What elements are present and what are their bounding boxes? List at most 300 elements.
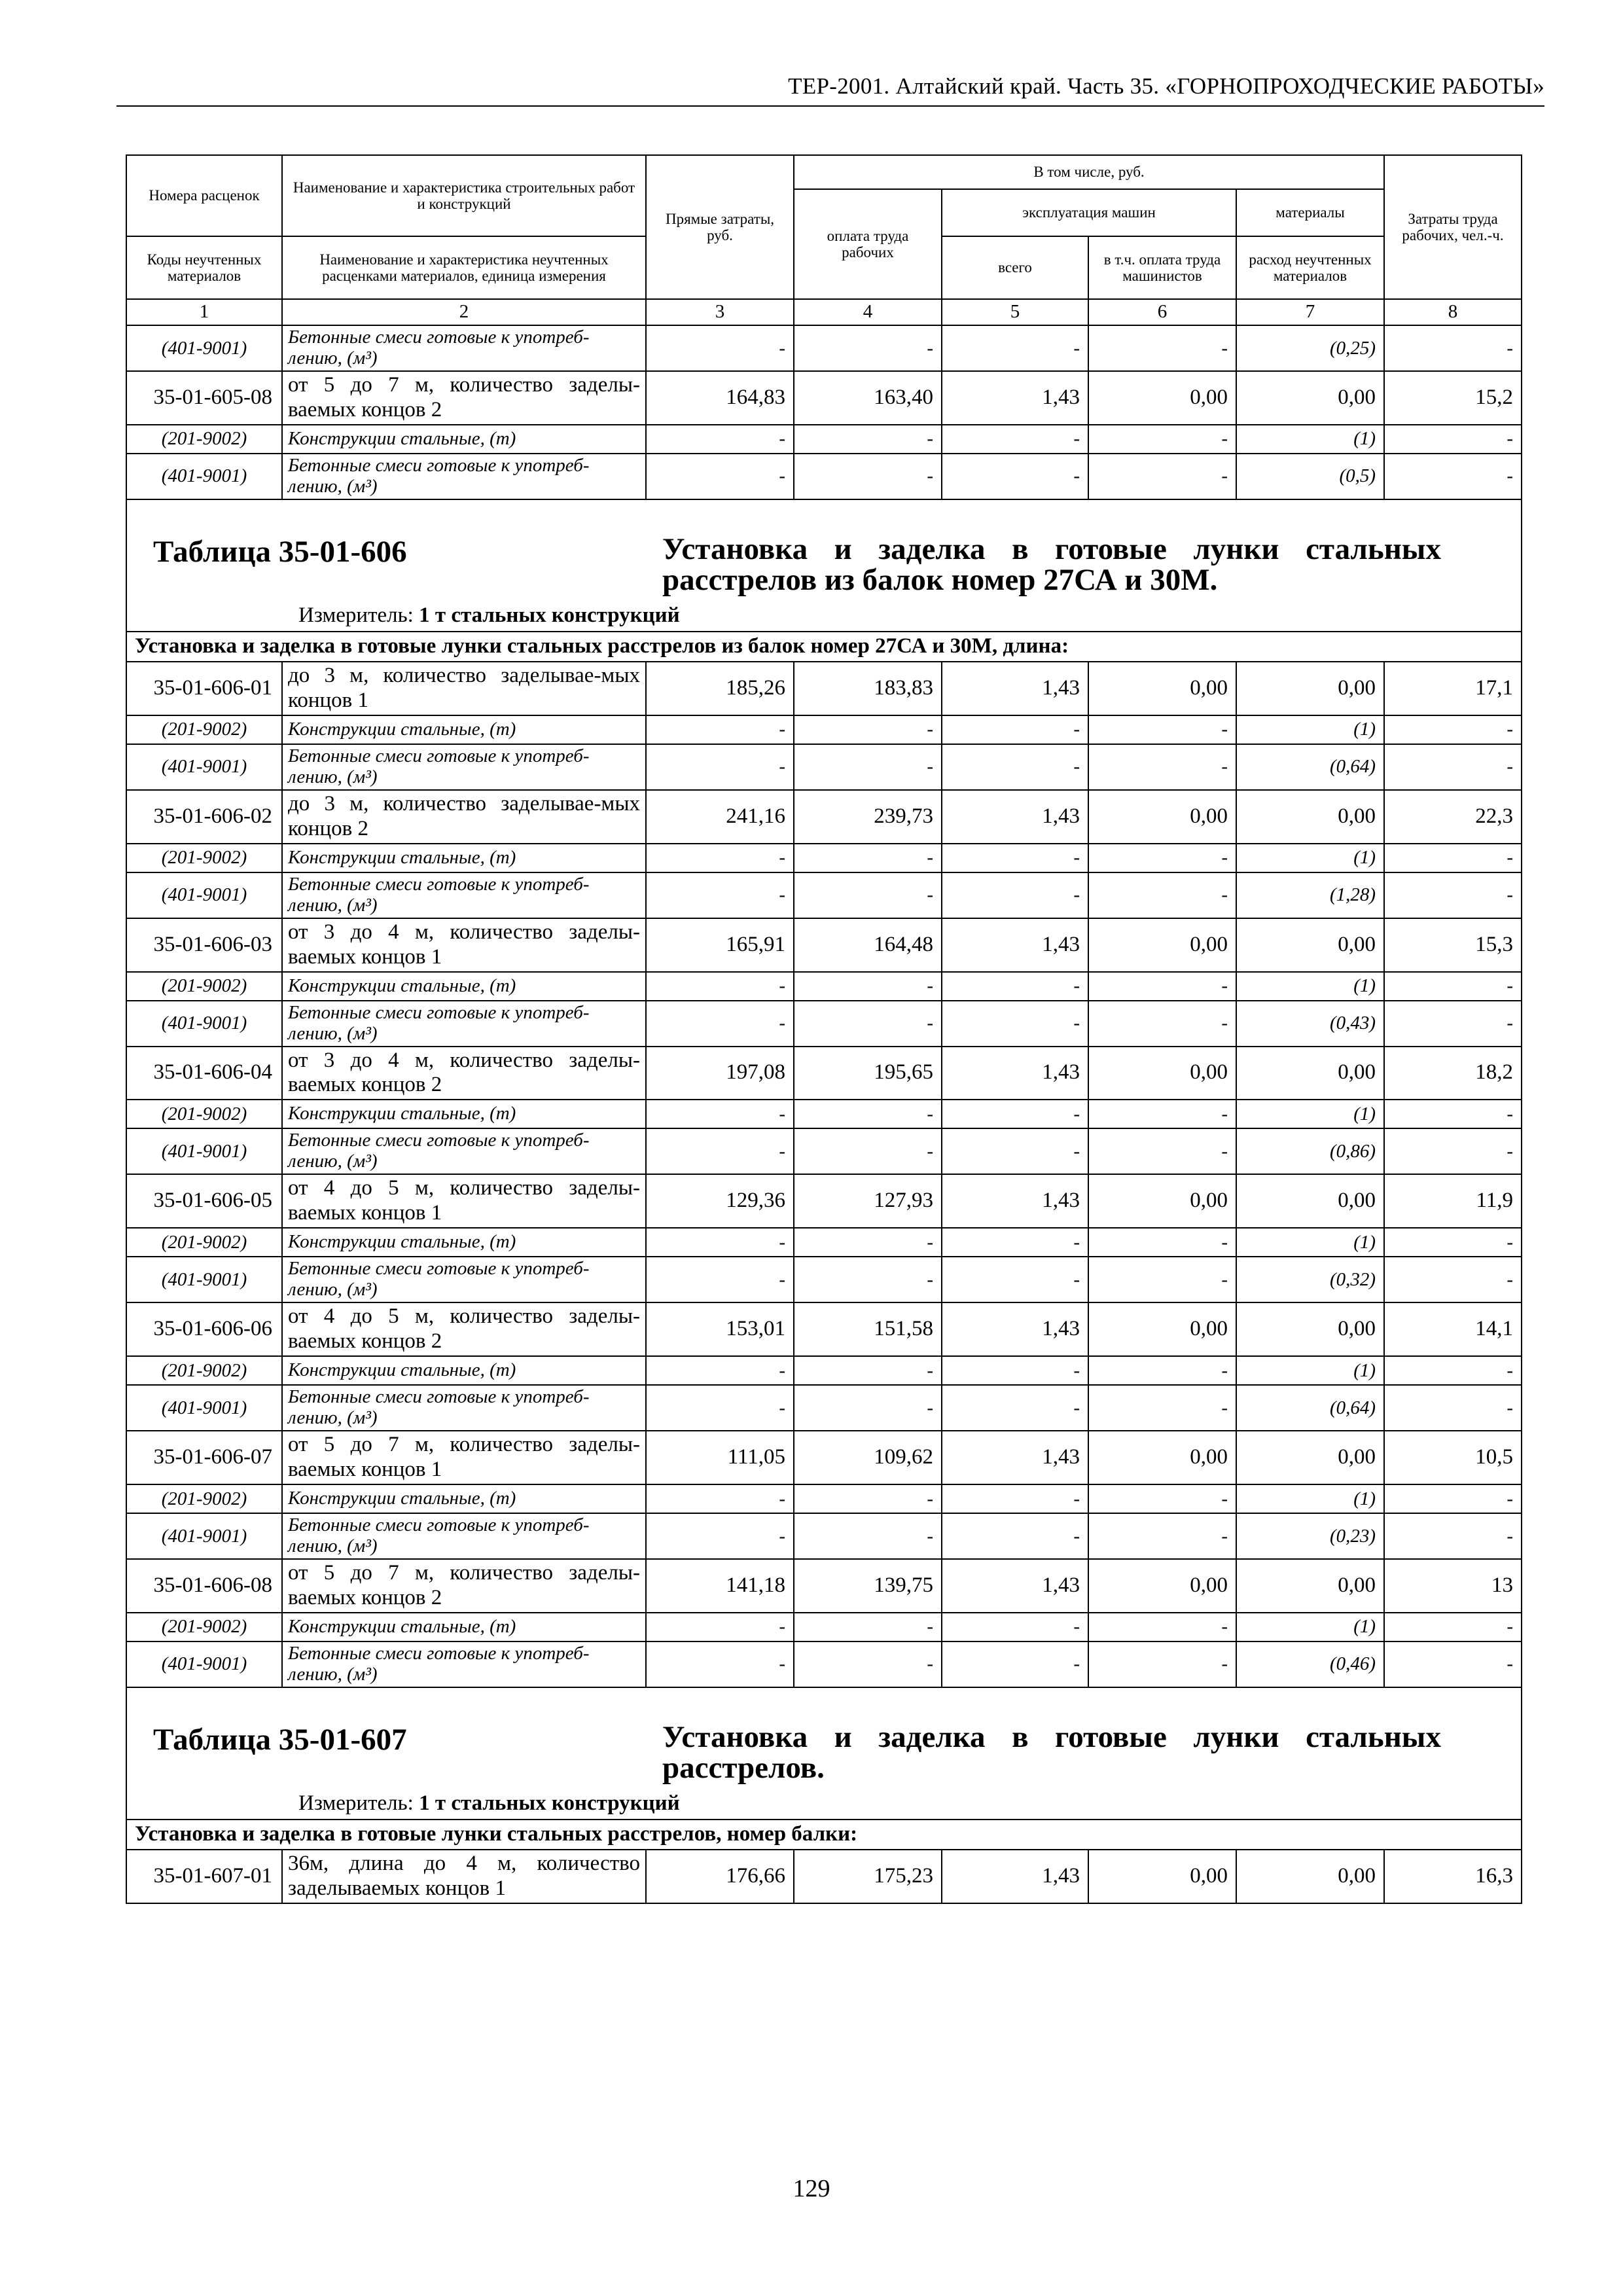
value-c5: -	[942, 1001, 1088, 1047]
value-c4: -	[794, 744, 942, 790]
rate-code: 35-01-606-03	[126, 918, 282, 972]
table-body	[126, 155, 1522, 1903]
value-c7: (0,25)	[1236, 325, 1384, 371]
material-description: Бетонные смеси готовые к употреб-лению, (м³)	[282, 744, 646, 790]
value-c5: -	[942, 715, 1088, 744]
value-c5: -	[942, 972, 1088, 1001]
value-c6: -	[1088, 1257, 1236, 1302]
value-c6: -	[1088, 972, 1236, 1001]
value-c7: 0,00	[1236, 1047, 1384, 1100]
material-description: Конструкции стальные, (т)	[282, 844, 646, 872]
value-c5: 1,43	[942, 918, 1088, 972]
value-c6: -	[1088, 425, 1236, 454]
value-c6: -	[1088, 1100, 1236, 1128]
material-code: (401-9001)	[126, 1385, 282, 1431]
value-c8: -	[1384, 972, 1522, 1001]
value-c5: -	[942, 1484, 1088, 1513]
work-description: от 3 до 4 м, количество заделы-ваемых концов 2	[282, 1047, 646, 1100]
value-c8: -	[1384, 1356, 1522, 1385]
value-c8: -	[1384, 325, 1522, 371]
value-c7: 0,00	[1236, 1559, 1384, 1613]
value-c5: 1,43	[942, 1431, 1088, 1484]
value-c8: -	[1384, 1001, 1522, 1047]
value-c8: -	[1384, 1385, 1522, 1431]
meter-label: Измеритель:	[298, 603, 414, 627]
value-c4: 239,73	[794, 790, 942, 844]
material-code: (201-9002)	[126, 1228, 282, 1257]
material-code: (201-9002)	[126, 1613, 282, 1641]
material-description: Конструкции стальные, (т)	[282, 1484, 646, 1513]
rate-code: 35-01-606-02	[126, 790, 282, 844]
value-c7: (1)	[1236, 1100, 1384, 1128]
value-c3: -	[646, 454, 794, 499]
material-code: (401-9001)	[126, 872, 282, 918]
value-c3: -	[646, 1001, 794, 1047]
value-c5: 1,43	[942, 371, 1088, 425]
value-c6: -	[1088, 1001, 1236, 1047]
material-description: Бетонные смеси готовые к употреб-лению, (м³)	[282, 325, 646, 371]
material-row	[126, 1001, 1522, 1047]
material-row	[126, 1385, 1522, 1431]
value-c3: -	[646, 425, 794, 454]
value-c5: 1,43	[942, 1850, 1088, 1903]
material-description: Бетонные смеси готовые к употреб-лению, (м³)	[282, 1641, 646, 1687]
value-c3: -	[646, 1257, 794, 1302]
table-section-header	[126, 499, 1522, 632]
value-c7: 0,00	[1236, 1431, 1384, 1484]
material-code: (401-9001)	[126, 1001, 282, 1047]
material-row	[126, 1484, 1522, 1513]
value-c4: -	[794, 1613, 942, 1641]
material-description: Конструкции стальные, (т)	[282, 1613, 646, 1641]
rate-row	[126, 1302, 1522, 1356]
value-c7: (0,23)	[1236, 1513, 1384, 1559]
value-c5: -	[942, 1513, 1088, 1559]
value-c7: (0,64)	[1236, 744, 1384, 790]
material-description: Бетонные смеси готовые к употреб-лению, (м³)	[282, 1385, 646, 1431]
col5-header: всего	[942, 236, 1088, 299]
section-cell	[126, 1687, 1522, 1820]
value-c8: 15,2	[1384, 371, 1522, 425]
value-c4: 164,48	[794, 918, 942, 972]
col-number: 4	[794, 299, 942, 325]
material-code: (201-9002)	[126, 972, 282, 1001]
value-c6: -	[1088, 872, 1236, 918]
value-c8: 15,3	[1384, 918, 1522, 972]
value-c7: (0,64)	[1236, 1385, 1384, 1431]
value-c8: 14,1	[1384, 1302, 1522, 1356]
value-c4: 127,93	[794, 1174, 942, 1228]
value-c8: -	[1384, 1128, 1522, 1174]
value-c3: 185,26	[646, 662, 794, 715]
value-c6: 0,00	[1088, 1431, 1236, 1484]
value-c8: -	[1384, 1513, 1522, 1559]
value-c8: -	[1384, 1641, 1522, 1687]
material-description: Бетонные смеси готовые к употреб-лению, (м³)	[282, 1257, 646, 1302]
value-c4: -	[794, 1356, 942, 1385]
material-description: Бетонные смеси готовые к употреб-лению, (м³)	[282, 1513, 646, 1559]
value-c7: (0,32)	[1236, 1257, 1384, 1302]
value-c4: -	[794, 1228, 942, 1257]
col1-bottom-header: Коды неучтенных материалов	[126, 236, 282, 299]
rate-row	[126, 1850, 1522, 1903]
value-c3: -	[646, 972, 794, 1001]
material-row	[126, 1228, 1522, 1257]
value-c6: -	[1088, 715, 1236, 744]
value-c3: -	[646, 744, 794, 790]
value-c7: (1)	[1236, 715, 1384, 744]
value-c4: -	[794, 1641, 942, 1687]
value-c6: -	[1088, 1228, 1236, 1257]
value-c5: -	[942, 1100, 1088, 1128]
material-description: Конструкции стальные, (т)	[282, 1228, 646, 1257]
col2-bottom-header: Наименование и характеристика неучтенных расценками материалов, единица измерения	[282, 236, 646, 299]
value-c4: -	[794, 872, 942, 918]
value-c3: -	[646, 872, 794, 918]
material-row	[126, 1257, 1522, 1302]
material-row	[126, 744, 1522, 790]
value-c6: -	[1088, 1641, 1236, 1687]
value-c6: 0,00	[1088, 1850, 1236, 1903]
value-c5: -	[942, 1613, 1088, 1641]
value-c8: -	[1384, 1257, 1522, 1302]
work-description: до 3 м, количество заделывае-мых концов 2	[282, 790, 646, 844]
material-code: (201-9002)	[126, 1484, 282, 1513]
value-c5: -	[942, 425, 1088, 454]
value-c5: 1,43	[942, 1559, 1088, 1613]
material-row	[126, 1513, 1522, 1559]
value-c4: -	[794, 1100, 942, 1128]
value-c6: 0,00	[1088, 1174, 1236, 1228]
work-description: 36м, длина до 4 м, количество заделываемых концов 1	[282, 1850, 646, 1903]
table-title: Установка и заделка в готовые лунки стальных расстрелов.	[662, 1719, 1441, 1785]
value-c4: -	[794, 715, 942, 744]
material-row	[126, 1641, 1522, 1687]
rate-code: 35-01-606-06	[126, 1302, 282, 1356]
value-c6: -	[1088, 844, 1236, 872]
section-box	[135, 500, 1513, 631]
rate-code: 35-01-605-08	[126, 371, 282, 425]
value-c6: 0,00	[1088, 1302, 1236, 1356]
work-description: от 4 до 5 м, количество заделы-ваемых концов 1	[282, 1174, 646, 1228]
table-subheading-row	[126, 1820, 1522, 1850]
value-c8: 22,3	[1384, 790, 1522, 844]
value-c5: 1,43	[942, 662, 1088, 715]
material-row	[126, 454, 1522, 499]
material-code: (401-9001)	[126, 325, 282, 371]
value-c7: 0,00	[1236, 662, 1384, 715]
value-c7: 0,00	[1236, 918, 1384, 972]
value-c7: (1)	[1236, 972, 1384, 1001]
value-c5: -	[942, 872, 1088, 918]
value-c6: 0,00	[1088, 1047, 1236, 1100]
value-c8: 10,5	[1384, 1431, 1522, 1484]
material-code: (201-9002)	[126, 1356, 282, 1385]
material-code: (201-9002)	[126, 1100, 282, 1128]
header-row-1	[126, 155, 1522, 189]
material-description: Бетонные смеси готовые к употреб-лению, (м³)	[282, 454, 646, 499]
section-box	[135, 1688, 1513, 1819]
value-c3: -	[646, 1613, 794, 1641]
value-c6: 0,00	[1088, 918, 1236, 972]
value-c5: -	[942, 325, 1088, 371]
value-c4: 151,58	[794, 1302, 942, 1356]
material-row	[126, 715, 1522, 744]
value-c8: -	[1384, 1228, 1522, 1257]
value-c3: 164,83	[646, 371, 794, 425]
value-c3: 176,66	[646, 1850, 794, 1903]
rate-row	[126, 662, 1522, 715]
value-c4: -	[794, 454, 942, 499]
material-row	[126, 325, 1522, 371]
col4-header: оплата труда рабочих	[794, 189, 942, 299]
rate-code: 35-01-607-01	[126, 1850, 282, 1903]
table-subheading: Установка и заделка в готовые лунки стальных расстрелов, номер балки:	[126, 1820, 1522, 1850]
rate-code: 35-01-606-08	[126, 1559, 282, 1613]
value-c4: -	[794, 1001, 942, 1047]
value-c4: -	[794, 972, 942, 1001]
value-c5: -	[942, 1385, 1088, 1431]
material-row	[126, 425, 1522, 454]
value-c4: -	[794, 1385, 942, 1431]
value-c4: 139,75	[794, 1559, 942, 1613]
value-c7: (0,86)	[1236, 1128, 1384, 1174]
rate-row	[126, 1174, 1522, 1228]
material-row	[126, 872, 1522, 918]
value-c7: (1)	[1236, 1356, 1384, 1385]
col3-header: Прямые затраты, руб.	[646, 155, 794, 299]
work-description: от 5 до 7 м, количество заделы-ваемых концов 2	[282, 1559, 646, 1613]
rate-row	[126, 1559, 1522, 1613]
col-number: 6	[1088, 299, 1236, 325]
value-c3: -	[646, 1356, 794, 1385]
material-description: Бетонные смеси готовые к употреб-лению, (м³)	[282, 1128, 646, 1174]
value-c4: -	[794, 325, 942, 371]
meter-line	[298, 1791, 680, 1816]
value-c5: -	[942, 1128, 1088, 1174]
material-row	[126, 1613, 1522, 1641]
material-code: (401-9001)	[126, 1257, 282, 1302]
value-c3: -	[646, 1484, 794, 1513]
value-c4: -	[794, 844, 942, 872]
machines-header: эксплуатация машин	[942, 189, 1236, 236]
work-description: от 5 до 7 м, количество заделы-ваемых концов 1	[282, 1431, 646, 1484]
meter-label: Измеритель:	[298, 1791, 414, 1815]
meter-value: 1 т стальных конструкций	[419, 1791, 680, 1815]
col1-top-header: Номера расценок	[126, 155, 282, 236]
col-number: 1	[126, 299, 282, 325]
value-c8: -	[1384, 1100, 1522, 1128]
section-cell	[126, 499, 1522, 632]
value-c6: -	[1088, 1356, 1236, 1385]
value-c4: -	[794, 1257, 942, 1302]
material-code: (401-9001)	[126, 1641, 282, 1687]
rate-code: 35-01-606-05	[126, 1174, 282, 1228]
col-number: 5	[942, 299, 1088, 325]
materials-header: материалы	[1236, 189, 1384, 236]
value-c7: (0,46)	[1236, 1641, 1384, 1687]
material-code: (201-9002)	[126, 715, 282, 744]
work-description: от 5 до 7 м, количество заделы-ваемых концов 2	[282, 371, 646, 425]
value-c8: -	[1384, 844, 1522, 872]
value-c8: -	[1384, 744, 1522, 790]
value-c4: -	[794, 1128, 942, 1174]
value-c8: -	[1384, 1613, 1522, 1641]
value-c7: (1,28)	[1236, 872, 1384, 918]
material-description: Бетонные смеси готовые к употреб-лению, (м³)	[282, 1001, 646, 1047]
value-c8: 17,1	[1384, 662, 1522, 715]
material-description: Конструкции стальные, (т)	[282, 1100, 646, 1128]
value-c6: -	[1088, 1484, 1236, 1513]
value-c5: -	[942, 744, 1088, 790]
table-label: Таблица 35-01-607	[153, 1722, 407, 1757]
value-c8: -	[1384, 1484, 1522, 1513]
value-c3: -	[646, 1641, 794, 1687]
value-c3: 153,01	[646, 1302, 794, 1356]
material-description: Конструкции стальные, (т)	[282, 715, 646, 744]
col-number: 2	[282, 299, 646, 325]
value-c4: 183,83	[794, 662, 942, 715]
value-c7: 0,00	[1236, 371, 1384, 425]
col-number: 8	[1384, 299, 1522, 325]
page-number: 129	[793, 2175, 830, 2202]
value-c4: -	[794, 1513, 942, 1559]
table-subheading-row	[126, 632, 1522, 662]
value-c6: -	[1088, 1513, 1236, 1559]
page-header: ТЕР-2001. Алтайский край. Часть 35. «ГОРНОПРОХОДЧЕСКИЕ РАБОТЫ»	[788, 73, 1544, 99]
value-c3: -	[646, 1228, 794, 1257]
meter-line	[298, 603, 680, 628]
material-row	[126, 1356, 1522, 1385]
material-row	[126, 844, 1522, 872]
value-c6: -	[1088, 1613, 1236, 1641]
value-c7: (1)	[1236, 844, 1384, 872]
value-c8: 18,2	[1384, 1047, 1522, 1100]
meter-value: 1 т стальных конструкций	[419, 603, 680, 627]
rate-code: 35-01-606-07	[126, 1431, 282, 1484]
col7-header: расход неучтенных материалов	[1236, 236, 1384, 299]
value-c3: -	[646, 1100, 794, 1128]
value-c5: 1,43	[942, 1047, 1088, 1100]
material-code: (401-9001)	[126, 744, 282, 790]
table-label: Таблица 35-01-606	[153, 534, 407, 569]
value-c3: 129,36	[646, 1174, 794, 1228]
value-c8: 13	[1384, 1559, 1522, 1613]
value-c7: 0,00	[1236, 1174, 1384, 1228]
value-c6: 0,00	[1088, 662, 1236, 715]
rate-row	[126, 918, 1522, 972]
column-number-row	[126, 299, 1522, 325]
value-c7: (1)	[1236, 1613, 1384, 1641]
work-description: от 4 до 5 м, количество заделы-ваемых концов 2	[282, 1302, 646, 1356]
value-c7: (0,5)	[1236, 454, 1384, 499]
col-number: 7	[1236, 299, 1384, 325]
material-row	[126, 1128, 1522, 1174]
value-c7: 0,00	[1236, 790, 1384, 844]
material-description: Конструкции стальные, (т)	[282, 972, 646, 1001]
value-c3: -	[646, 1513, 794, 1559]
value-c3: 111,05	[646, 1431, 794, 1484]
value-c7: 0,00	[1236, 1850, 1384, 1903]
rate-code: 35-01-606-04	[126, 1047, 282, 1100]
rate-row	[126, 1431, 1522, 1484]
value-c8: -	[1384, 454, 1522, 499]
work-description: от 3 до 4 м, количество заделы-ваемых концов 1	[282, 918, 646, 972]
value-c5: 1,43	[942, 790, 1088, 844]
value-c8: 11,9	[1384, 1174, 1522, 1228]
value-c8: -	[1384, 425, 1522, 454]
material-code: (401-9001)	[126, 454, 282, 499]
value-c6: -	[1088, 325, 1236, 371]
value-c7: (1)	[1236, 1484, 1384, 1513]
material-code: (201-9002)	[126, 425, 282, 454]
material-row	[126, 972, 1522, 1001]
value-c4: 163,40	[794, 371, 942, 425]
col8-header: Затраты труда рабочих, чел.-ч.	[1384, 155, 1522, 299]
rate-row	[126, 790, 1522, 844]
value-c8: 16,3	[1384, 1850, 1522, 1903]
value-c5: 1,43	[942, 1174, 1088, 1228]
value-c3: 241,16	[646, 790, 794, 844]
group-header: В том числе, руб.	[794, 155, 1384, 189]
value-c6: -	[1088, 744, 1236, 790]
material-description: Конструкции стальные, (т)	[282, 425, 646, 454]
material-code: (201-9002)	[126, 844, 282, 872]
value-c8: -	[1384, 715, 1522, 744]
value-c4: 175,23	[794, 1850, 942, 1903]
value-c6: -	[1088, 1128, 1236, 1174]
value-c7: 0,00	[1236, 1302, 1384, 1356]
col-number: 3	[646, 299, 794, 325]
table-subheading: Установка и заделка в готовые лунки стальных расстрелов из балок номер 27СА и 30М, длина:	[126, 632, 1522, 662]
value-c6: 0,00	[1088, 1559, 1236, 1613]
material-row	[126, 1100, 1522, 1128]
value-c6: 0,00	[1088, 790, 1236, 844]
value-c4: -	[794, 425, 942, 454]
value-c3: -	[646, 844, 794, 872]
header-rule	[116, 105, 1544, 107]
rates-table	[126, 154, 1522, 1904]
value-c3: 141,18	[646, 1559, 794, 1613]
value-c6: 0,00	[1088, 371, 1236, 425]
value-c5: -	[942, 844, 1088, 872]
rate-row	[126, 371, 1522, 425]
col6-header: в т.ч. оплата труда машинистов	[1088, 236, 1236, 299]
rate-code: 35-01-606-01	[126, 662, 282, 715]
value-c3: -	[646, 1385, 794, 1431]
value-c3: -	[646, 715, 794, 744]
table-title: Установка и заделка в готовые лунки стальных расстрелов из балок номер 27СА и 30М.	[662, 531, 1441, 597]
value-c5: -	[942, 1228, 1088, 1257]
value-c5: -	[942, 454, 1088, 499]
value-c3: -	[646, 325, 794, 371]
value-c5: -	[942, 1257, 1088, 1302]
table-section-header	[126, 1687, 1522, 1820]
value-c3: 165,91	[646, 918, 794, 972]
col2-top-header: Наименование и характеристика строительных работ и конструкций	[282, 155, 646, 236]
material-description: Бетонные смеси готовые к употреб-лению, (м³)	[282, 872, 646, 918]
material-description: Конструкции стальные, (т)	[282, 1356, 646, 1385]
value-c5: -	[942, 1356, 1088, 1385]
material-code: (401-9001)	[126, 1513, 282, 1559]
value-c3: 197,08	[646, 1047, 794, 1100]
value-c4: 109,62	[794, 1431, 942, 1484]
value-c4: 195,65	[794, 1047, 942, 1100]
value-c3: -	[646, 1128, 794, 1174]
value-c6: -	[1088, 454, 1236, 499]
value-c8: -	[1384, 872, 1522, 918]
value-c4: -	[794, 1484, 942, 1513]
